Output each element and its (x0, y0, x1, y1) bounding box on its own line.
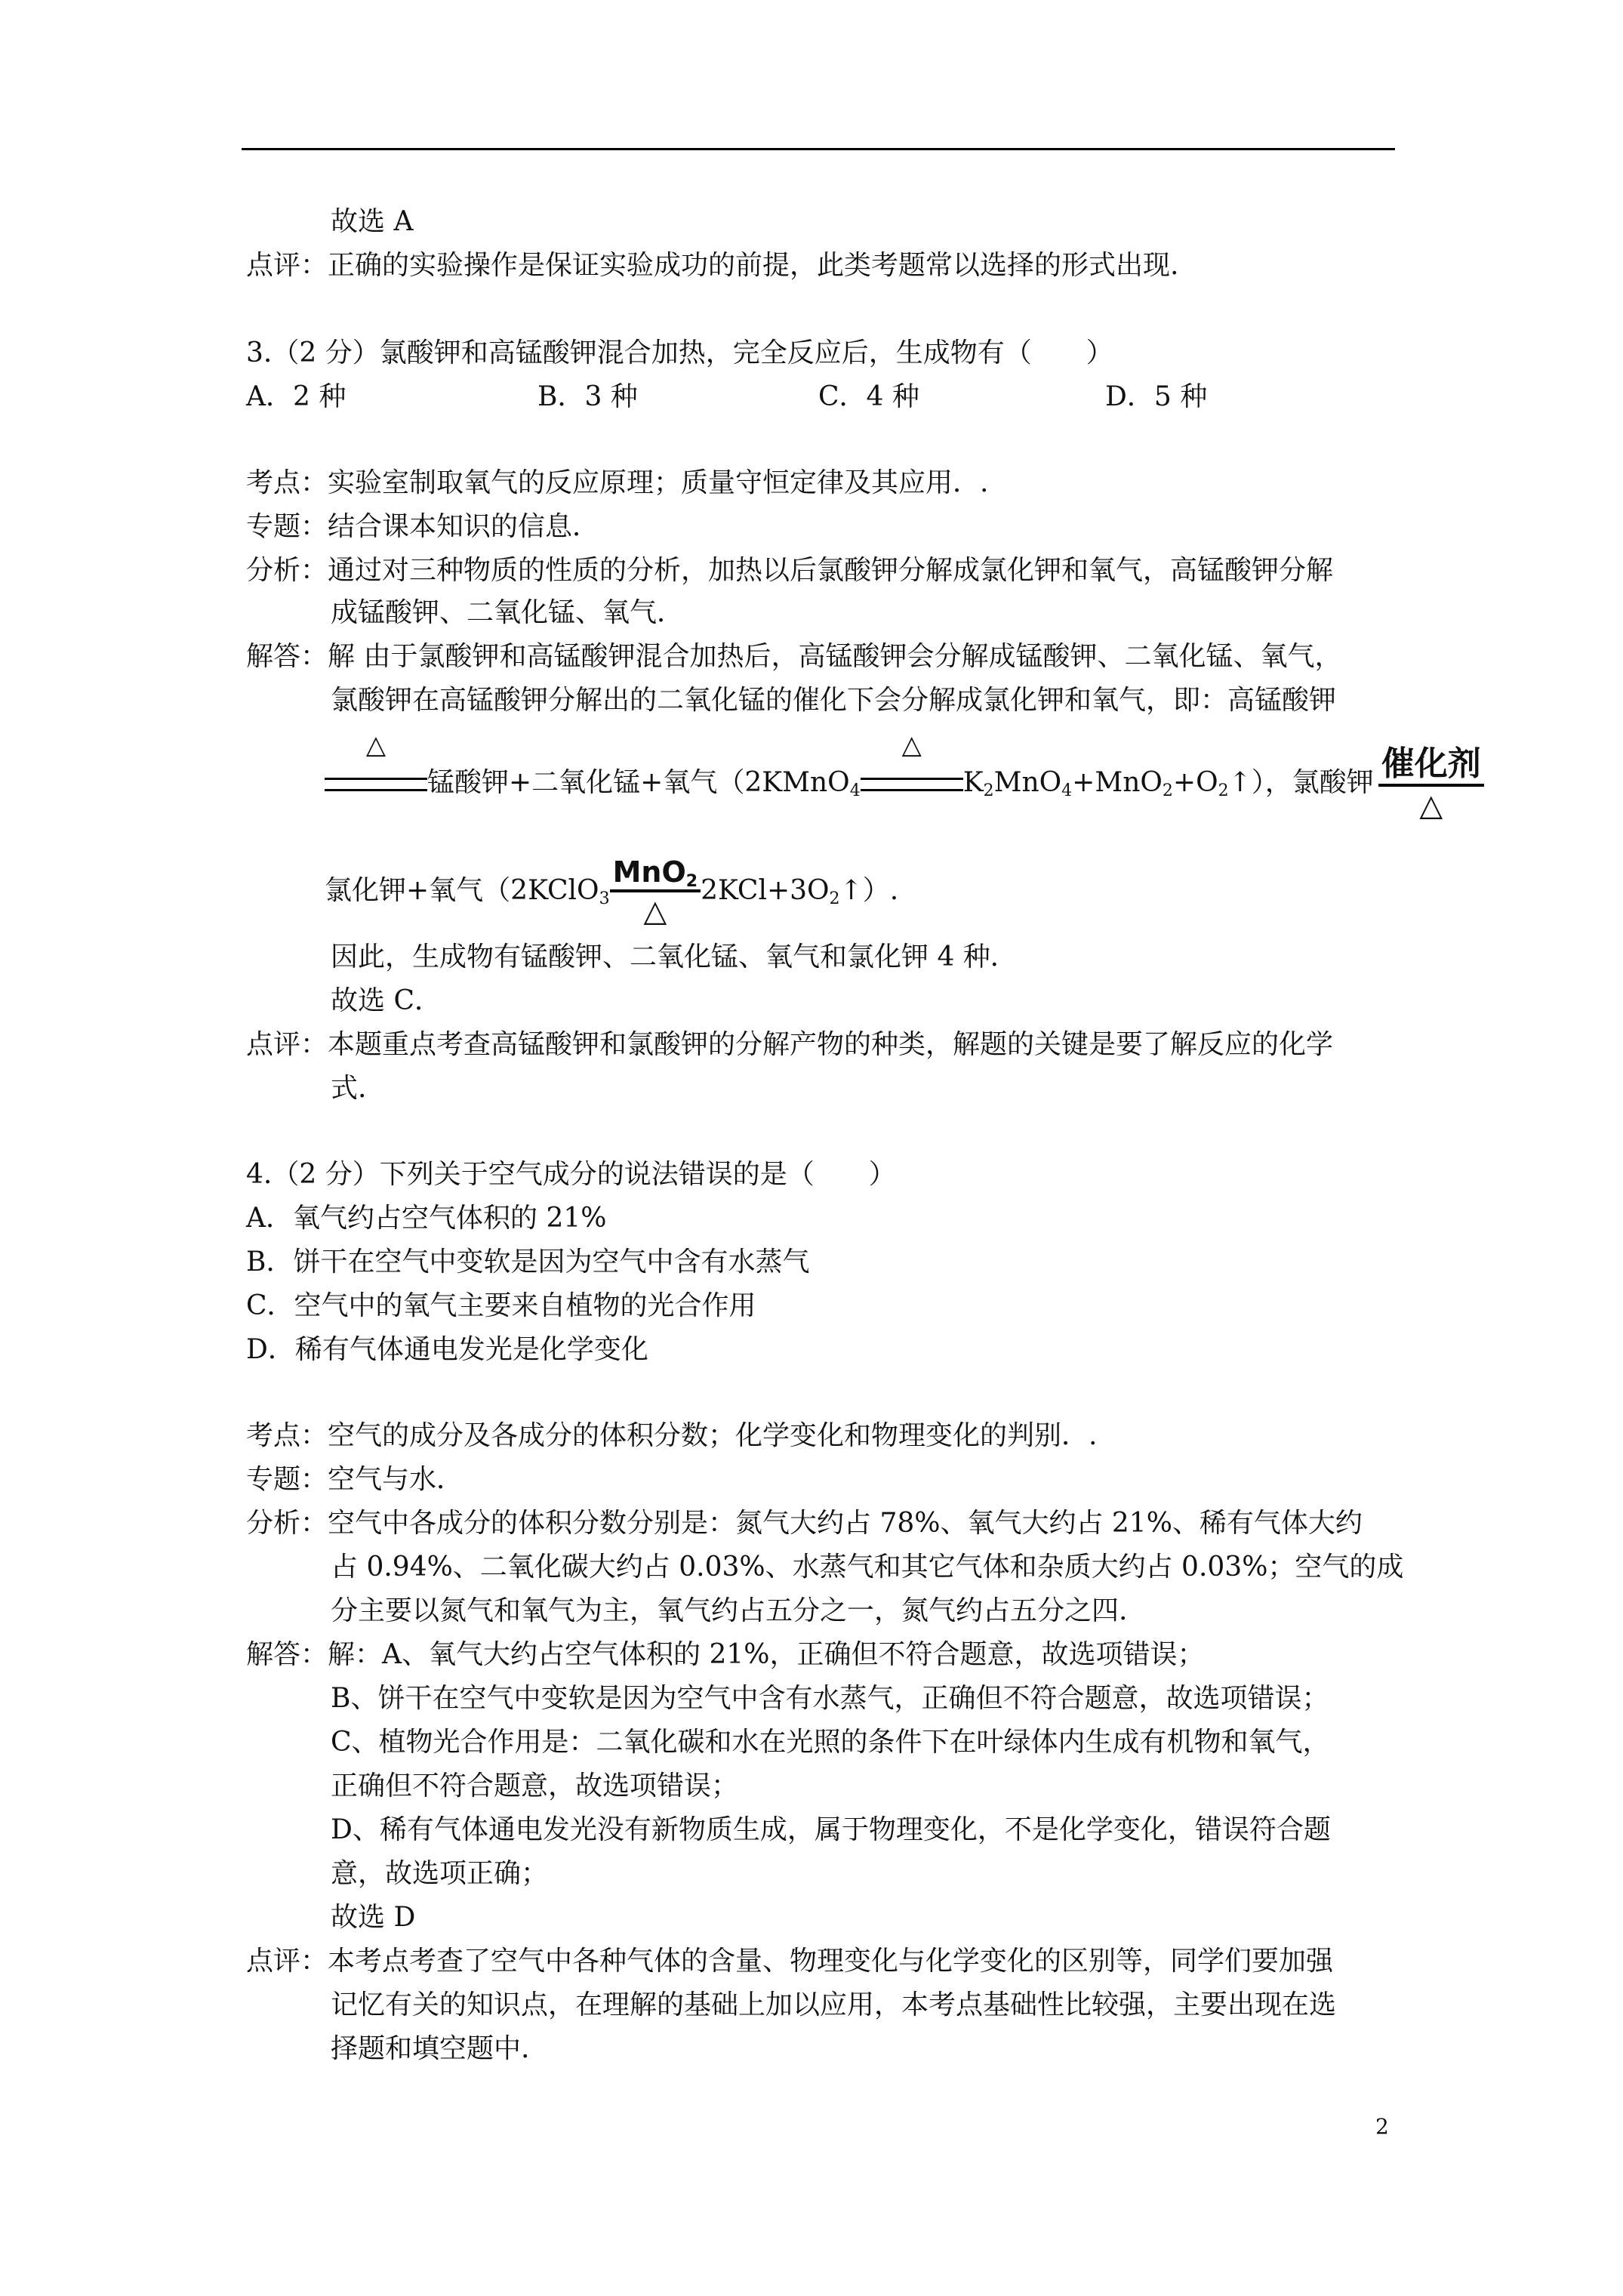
q2-comment: 点评：正确的实验操作是保证实验成功的前提，此类考题常以选择的形式出现. (246, 250, 1179, 281)
heat-condition-arrow: △ (325, 766, 427, 800)
q4-analysis-line-1: 分析：空气中各成分的体积分数分别是：氮气大约占 78%、氧气大约占 21%、稀有气体大约 (246, 1508, 1363, 1539)
q4-solution-line-1: 解答：解：A、氧气大约占空气体积的 21%，正确但不符合题意，故选项错误； (246, 1639, 1205, 1670)
q4-option-b: B．饼干在空气中变软是因为空气中含有水蒸气 (246, 1247, 810, 1277)
q4-option-c: C．空气中的氧气主要来自植物的光合作用 (246, 1290, 756, 1321)
q4-solution-line-4: 正确但不符合题意，故选项错误； (331, 1771, 739, 1801)
q3-kaodian: 考点：实验室制取氧气的反应原理；质量守恒定律及其应用．. (246, 467, 989, 498)
q4-answer: 故选 D (331, 1902, 416, 1933)
q3-zhuanti: 专题：结合课本知识的信息． (246, 511, 600, 542)
catalyst-condition: $\frac{\text{催化剂}}{\triangle}$ (1378, 744, 1484, 824)
q3-analysis-line-2: 成锰酸钾、二氧化锰、氧气． (331, 597, 685, 628)
q3-analysis-line-1: 分析：通过对三种物质的性质的分析，加热以后氯酸钾分解成氯化钾和氧气，高锰酸钾分解 (246, 555, 1334, 586)
q4-zhuanti: 专题：空气与水． (246, 1464, 464, 1495)
q3-comment-line-2: 式. (331, 1073, 367, 1104)
q3-solution-line-1: 解答：解 由于氯酸钾和高锰酸钾混合加热后，高锰酸钾会分解成锰酸钾、二氧化锰、氧气， (246, 641, 1342, 672)
q4-comment-line-1: 点评：本考点考查了空气中各种气体的含量、物理变化与化学变化的区别等，同学们要加强 (246, 1946, 1334, 1977)
q3-answer: 故选 C． (331, 985, 442, 1016)
q4-option-a: A．氧气约占空气体积的 21% (246, 1203, 607, 1234)
q4-option-d: D．稀有气体通电发光是化学变化 (246, 1334, 648, 1365)
q2-answer: 故选 A (331, 206, 414, 237)
q3-option-a: A．2 种 (246, 381, 346, 412)
q3-option-d: D．5 种 (1105, 381, 1208, 412)
mno2-condition: $\frac{MnO_2}{\triangle}$ (610, 855, 701, 930)
q3-conclusion: 因此，生成物有锰酸钾、二氧化锰、氧气和氯化钾 4 种． (331, 942, 1018, 972)
q3-equation-1: △ 锰酸钾+二氧化锰+氧气（2KMnO$_4$ △ $K_2MnO_4+MnO_2+O_2↑$），氯酸钾 $\frac{\text{催化剂}}{\triangle}$ (325, 744, 1484, 824)
q4-solution-line-3: C、植物光合作用是：二氧化碳和水在光照的条件下在叶绿体内生成有机物和氧气， (331, 1727, 1330, 1758)
q4-analysis-line-2: 占 0.94%、二氧化碳大约占 0.03%、水蒸气和其它气体和杂质大约占 0.03%；空气的成 (331, 1552, 1404, 1583)
q3-solution-line-2: 氯酸钾在高锰酸钾分解出的二氧化锰的催化下会分解成氯化钾和氧气，即：高锰酸钾 (331, 685, 1337, 716)
page-number: 2 (1375, 2114, 1389, 2139)
q4-kaodian: 考点：空气的成分及各成分的体积分数；化学变化和物理变化的判别．. (246, 1420, 1098, 1451)
q3-option-b: B．3 种 (537, 381, 638, 412)
q4-solution-line-2: B、饼干在空气中变软是因为空气中含有水蒸气，正确但不符合题意，故选项错误； (331, 1683, 1329, 1714)
q3-equation-2: 氯化钾+氧气（2KClO$_3$ $\frac{MnO_2}{\triangle}$ $2KCl+3O_2↑$）. (325, 855, 899, 929)
q3-comment-line-1: 点评：本题重点考查高锰酸钾和氯酸钾的分解产物的种类，解题的关键是要了解反应的化学 (246, 1029, 1334, 1060)
q4-comment-line-2: 记忆有关的知识点，在理解的基础上加以应用，本考点基础性比较强，主要出现在选 (331, 1989, 1337, 2020)
q4-comment-line-3: 择题和填空题中. (331, 2033, 530, 2064)
header-rule (242, 148, 1395, 150)
q3-stem: 3.（2 分）氯酸钾和高锰酸钾混合加热，完全反应后，生成物有（ ） (246, 337, 1113, 368)
q4-solution-line-6: 意，故选项正确； (331, 1858, 549, 1889)
heat-condition-arrow-2: △ (861, 766, 963, 800)
q4-solution-line-5: D、稀有气体通电发光没有新物质生成，属于物理变化，不是化学变化，错误符合题 (331, 1814, 1331, 1845)
q4-analysis-line-3: 分主要以氮气和氧气为主，氧气约占五分之一，氮气约占五分之四. (331, 1595, 1128, 1626)
q4-stem: 4.（2 分）下列关于空气成分的说法错误的是（ ） (246, 1159, 896, 1190)
q3-option-c: C．4 种 (818, 381, 919, 412)
